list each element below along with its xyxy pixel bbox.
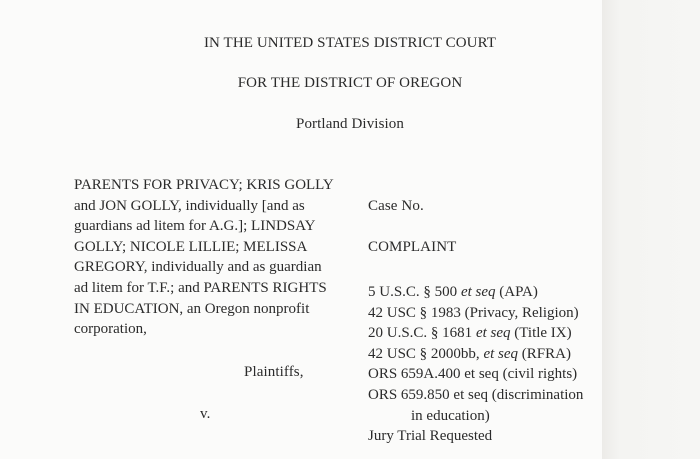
claim-emphasis: et seq	[460, 284, 496, 300]
district-title: FOR THE DISTRICT OF OREGON	[237, 75, 463, 91]
claim-line	[368, 364, 608, 385]
claim-emphasis: et seq	[475, 325, 511, 342]
claim-text: 20 U.S.C. § 1681	[368, 325, 476, 342]
claim-line	[368, 385, 608, 406]
claim-line	[368, 323, 608, 344]
party-line: ad litem for T.F.; and PARENTS RIGHTS	[74, 279, 327, 296]
case-number-label: Case No.	[368, 198, 424, 214]
claim-line	[368, 406, 608, 427]
claim-line	[368, 344, 608, 365]
claim-text: ORS 659.850 et seq (discrimination	[368, 386, 584, 403]
claim-text: (Title IX)	[510, 325, 572, 342]
page-edge	[602, 0, 700, 459]
party-line: GOLLY; NICOLE LILLIE; MELISSA	[74, 238, 308, 255]
party-line: PARENTS FOR PRIVACY; KRIS GOLLY	[74, 177, 334, 193]
plaintiffs-label: Plaintiffs,	[244, 364, 304, 380]
party-line: GREGORY, individually and as guardian	[74, 259, 322, 276]
party-line: IN EDUCATION, an Oregon nonprofit	[74, 300, 310, 317]
versus-label: v.	[200, 406, 211, 422]
claim-text: (APA)	[495, 284, 538, 300]
claim-text: Jury Trial Requested	[368, 428, 493, 445]
party-line: corporation,	[74, 321, 147, 338]
court-title: IN THE UNITED STATES DISTRICT COURT	[203, 35, 497, 51]
division-title: Portland Division	[296, 116, 404, 132]
claim-line	[368, 282, 608, 303]
claims-list	[368, 282, 608, 447]
claim-text: in education)	[411, 407, 490, 424]
claim-text: 42 USC § 1983 (Privacy, Religion)	[368, 304, 579, 321]
claim-text: 42 USC § 2000bb,	[368, 345, 484, 362]
claim-line	[368, 426, 608, 447]
party-line: guardians ad litem for A.G.]; LINDSAY	[74, 218, 316, 235]
parties-block	[74, 175, 364, 340]
claim-text: (RFRA)	[518, 345, 571, 362]
party-line: and JON GOLLY, individually [and as	[74, 197, 305, 214]
claim-emphasis: et seq	[483, 345, 519, 362]
claim-line	[368, 303, 608, 324]
document-type: COMPLAINT	[368, 239, 457, 255]
claim-text: 5 U.S.C. § 500	[368, 284, 461, 300]
claim-text: ORS 659A.400 et seq (civil rights)	[368, 366, 578, 383]
